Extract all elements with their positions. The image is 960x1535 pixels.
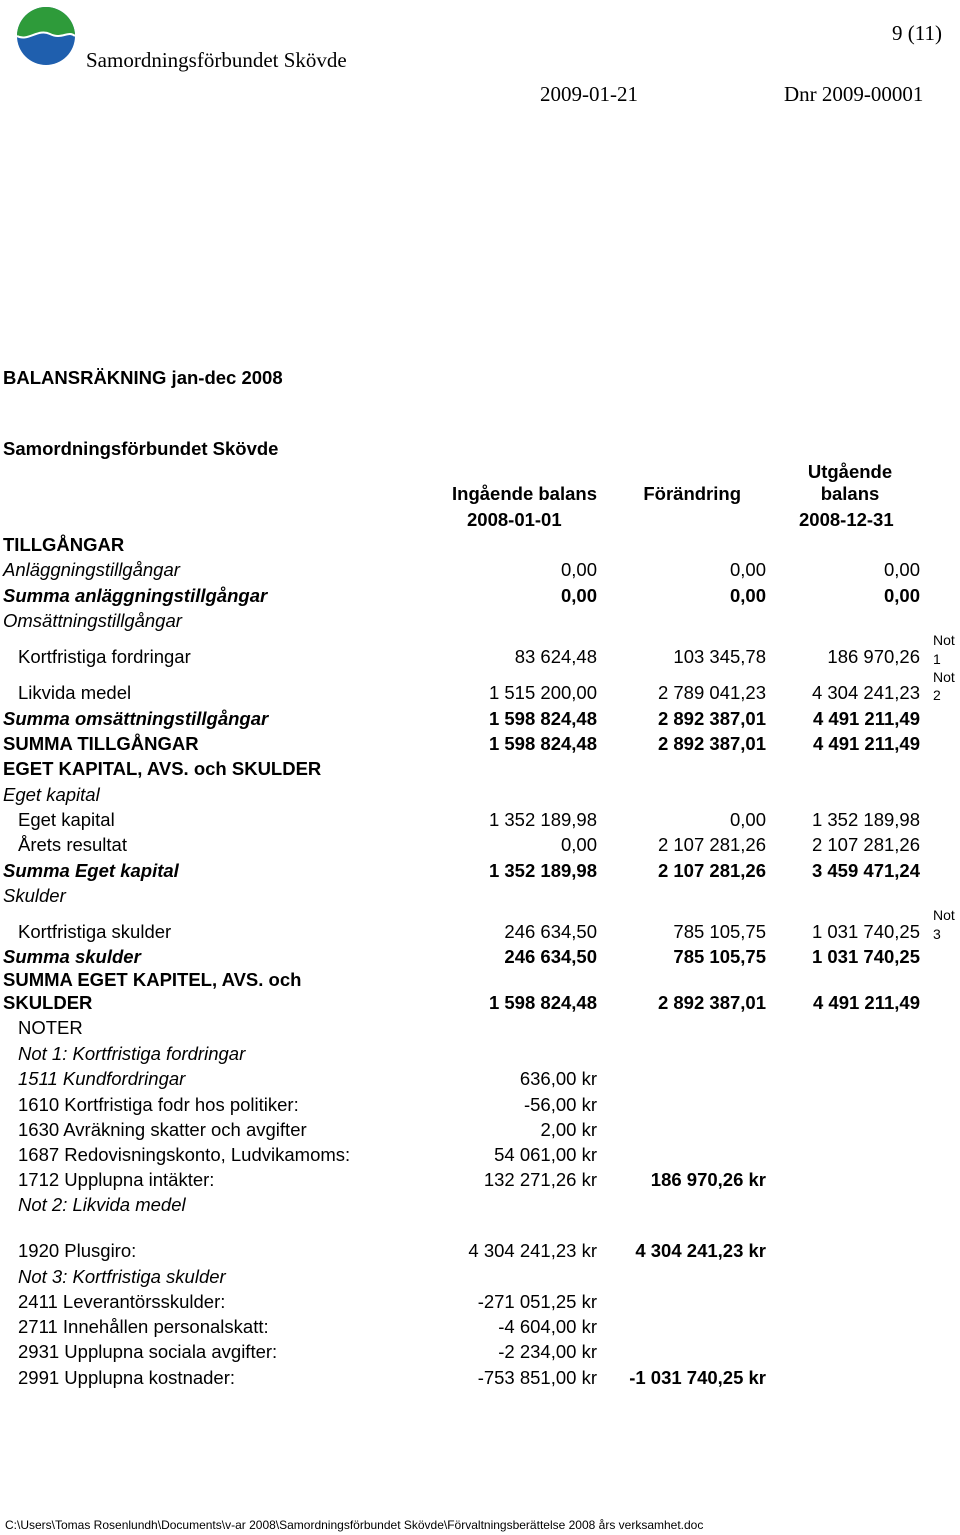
row-value-change: 103 345,78 <box>673 646 766 667</box>
row-label-cash: Likvida medel <box>18 682 132 703</box>
note-ref-number: 1 <box>933 651 941 667</box>
row-label-short-term-receivables: Kortfristiga fordringar <box>18 646 191 667</box>
row-value-closing: 1 352 189,98 <box>811 809 920 830</box>
row-label-sum-fixed-assets: Summa anläggningstillgångar <box>3 585 268 606</box>
row-value-change: 2 107 281,26 <box>657 834 766 855</box>
row-value-change: 2 107 281,26 <box>657 860 766 881</box>
header-organization: Samordningsförbundet Skövde <box>86 48 347 72</box>
note-item-label: 1712 Upplupna intäkter: <box>18 1169 215 1190</box>
note-title: Not 3: Kortfristiga skulder <box>18 1266 226 1287</box>
row-value-closing: 2 107 281,26 <box>811 834 920 855</box>
column-header-closing-line1: Utgående <box>807 461 893 482</box>
row-value-opening: 246 634,50 <box>504 921 597 942</box>
note-ref-label: Not <box>933 669 955 685</box>
column-date-closing: 2008-12-31 <box>799 509 894 530</box>
row-label-short-term-liabilities: Kortfristiga skulder <box>18 921 172 942</box>
note-total: 4 304 241,23 kr <box>635 1240 766 1261</box>
note-item-amount: 636,00 kr <box>519 1068 597 1089</box>
column-header-opening: Ingående balans <box>452 483 597 504</box>
row-label-fixed-assets: Anläggningstillgångar <box>3 559 180 580</box>
note-item-amount: 2,00 kr <box>540 1119 597 1140</box>
column-header-change: Förändring <box>643 483 741 504</box>
note-item-label: 2411 Leverantörsskulder: <box>18 1291 226 1312</box>
row-value-closing: 0,00 <box>883 585 920 606</box>
note-ref-number: 2 <box>933 687 941 703</box>
note-item-label: 2931 Upplupna sociala avgifter: <box>18 1341 278 1362</box>
row-value-closing: 4 491 211,49 <box>813 708 920 729</box>
row-value-closing: 0,00 <box>883 559 920 580</box>
note-title: Not 1: Kortfristiga fordringar <box>18 1043 246 1064</box>
note-item-label: 1687 Redovisningskonto, Ludvikamoms: <box>18 1144 351 1165</box>
row-value-change: 2 789 041,23 <box>657 682 766 703</box>
note-item-amount: -753 851,00 kr <box>477 1367 597 1388</box>
note-item-amount: 4 304 241,23 kr <box>468 1240 597 1261</box>
note-item-amount: -271 051,25 kr <box>477 1291 597 1312</box>
row-value-opening: 1 352 189,98 <box>488 860 597 881</box>
row-value-change: 2 892 387,01 <box>657 992 766 1013</box>
row-label-sum-current-assets: Summa omsättningstillgångar <box>3 708 269 729</box>
row-value-change: 2 892 387,01 <box>657 733 766 754</box>
note-ref-label: Not <box>933 632 955 648</box>
row-label-equity-group: Eget kapital <box>3 784 100 805</box>
footer-file-path: C:\Users\Tomas Rosenlundh\Documents\v-ar 2008\Samordningsförbundet Skövde\Förvaltningsberättelse 2008 års verksamhet.doc <box>5 1518 704 1532</box>
header-dnr: Dnr 2009-00001 <box>784 82 924 106</box>
notes-heading: NOTER <box>18 1017 83 1038</box>
row-value-opening: 0,00 <box>560 585 597 606</box>
row-value-opening: 1 598 824,48 <box>488 733 597 754</box>
note-ref-number: 3 <box>933 926 941 942</box>
row-label-total-assets: SUMMA TILLGÅNGAR <box>3 733 199 754</box>
row-label-sum-liabilities: Summa skulder <box>3 946 141 967</box>
row-value-closing: 4 491 211,49 <box>813 733 920 754</box>
section-heading-assets: TILLGÅNGAR <box>3 534 125 555</box>
row-value-closing: 1 031 740,25 <box>811 946 920 967</box>
report-title: BALANSRÄKNING jan-dec 2008 <box>3 367 283 388</box>
note-total: -1 031 740,25 kr <box>629 1367 766 1388</box>
report-organization: Samordningsförbundet Skövde <box>3 438 279 459</box>
row-value-change: 0,00 <box>729 585 766 606</box>
section-heading-equity-liabilities: EGET KAPITAL, AVS. och SKULDER <box>3 758 322 779</box>
row-label-current-assets: Omsättningstillgångar <box>3 610 182 631</box>
row-value-change: 785 105,75 <box>673 921 766 942</box>
row-label-sum-equity: Summa Eget kapital <box>3 860 179 881</box>
note-item-amount: -2 234,00 kr <box>498 1341 597 1362</box>
note-item-label: 2991 Upplupna kostnader: <box>18 1367 236 1388</box>
row-value-opening: 0,00 <box>560 559 597 580</box>
row-label-equity: Eget kapital <box>18 809 115 830</box>
note-title: Not 2: Likvida medel <box>18 1194 186 1215</box>
column-date-opening: 2008-01-01 <box>467 509 562 530</box>
row-label-total-equity-liabilities-line2: SKULDER <box>3 992 93 1013</box>
note-ref-label: Not <box>933 907 955 923</box>
note-item-label: 1920 Plusgiro: <box>18 1240 137 1261</box>
row-value-change: 2 892 387,01 <box>657 708 766 729</box>
row-value-opening: 1 515 200,00 <box>488 682 597 703</box>
row-value-opening: 1 598 824,48 <box>488 708 597 729</box>
row-value-closing: 4 304 241,23 <box>811 682 920 703</box>
row-value-opening: 1 598 824,48 <box>488 992 597 1013</box>
note-item-label: 1630 Avräkning skatter och avgifter <box>18 1119 307 1140</box>
note-item-label: 1511 Kundfordringar <box>18 1068 186 1089</box>
row-value-change: 785 105,75 <box>673 946 766 967</box>
column-header-closing-line2: balans <box>820 483 880 504</box>
row-label-year-result: Årets resultat <box>18 834 127 855</box>
row-value-closing: 186 970,26 <box>827 646 920 667</box>
logo-icon <box>16 6 76 66</box>
note-item-label: 1610 Kortfristiga fodr hos politiker: <box>18 1094 299 1115</box>
row-value-opening: 83 624,48 <box>514 646 597 667</box>
row-value-closing: 1 031 740,25 <box>811 921 920 942</box>
row-value-closing: 3 459 471,24 <box>811 860 920 881</box>
page-number: 9 (11) <box>892 21 942 45</box>
row-value-opening: 1 352 189,98 <box>488 809 597 830</box>
note-total: 186 970,26 kr <box>650 1169 766 1190</box>
row-value-opening: 0,00 <box>560 834 597 855</box>
note-item-amount: -4 604,00 kr <box>498 1316 597 1337</box>
row-value-change: 0,00 <box>729 559 766 580</box>
note-item-amount: -56,00 kr <box>523 1094 597 1115</box>
row-value-opening: 246 634,50 <box>504 946 597 967</box>
note-item-amount: 54 061,00 kr <box>494 1144 597 1165</box>
row-value-closing: 4 491 211,49 <box>813 992 920 1013</box>
row-label-total-equity-liabilities-line1: SUMMA EGET KAPITEL, AVS. och <box>3 969 302 990</box>
note-item-amount: 132 271,26 kr <box>483 1169 597 1190</box>
header-date: 2009-01-21 <box>540 82 638 106</box>
row-label-liabilities-group: Skulder <box>3 885 66 906</box>
note-item-label: 2711 Innehållen personalskatt: <box>18 1316 269 1337</box>
row-value-change: 0,00 <box>729 809 766 830</box>
